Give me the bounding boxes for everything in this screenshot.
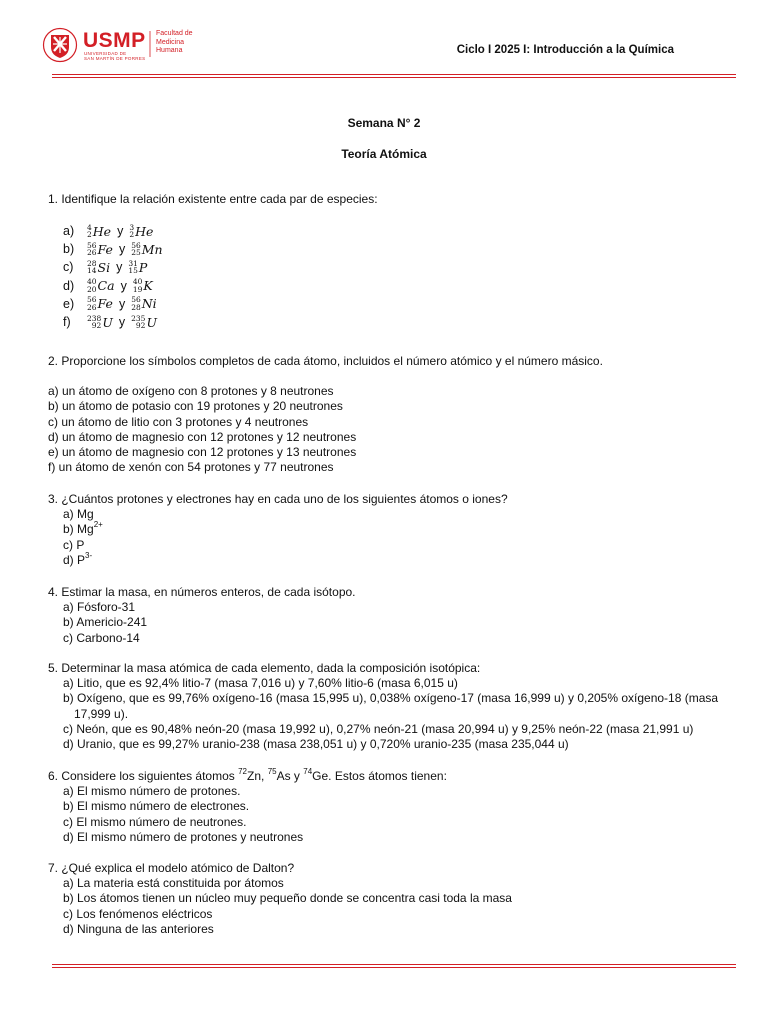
pair-label: d) — [63, 278, 75, 293]
question-6-item: b) El mismo número de electrones. — [63, 799, 250, 814]
question-2-item: f) un átomo de xenón con 54 protones y 77 neutrones — [48, 460, 334, 475]
pair-label: b) — [63, 242, 75, 257]
question-6-item: a) El mismo número de protones. — [63, 784, 241, 799]
mass-number: 28 — [87, 258, 97, 268]
element-symbol: He — [92, 223, 112, 239]
nuclide-numbers — [87, 296, 97, 311]
nuclide-pair-row — [63, 295, 163, 313]
question-5-item-b-cont: 17,999 u). — [74, 706, 129, 721]
faculty-line1: Facultad de — [156, 30, 193, 37]
nuclide-symbol — [87, 278, 115, 293]
footer-rule-1 — [52, 964, 736, 965]
atomic-number: 28 — [131, 302, 141, 312]
faculty-line3: Humana — [156, 47, 183, 54]
mass-number: 56 — [131, 295, 141, 305]
atomic-number: 2 — [129, 230, 135, 240]
nuclide-numbers — [87, 278, 97, 293]
brand-name: USMP — [83, 29, 146, 52]
element-symbol: He — [135, 223, 154, 239]
atomic-number: 26 — [87, 248, 97, 258]
question-2-text: 2. Proporcione los símbolos completos de cada átomo, incluidos el número atómico y el número másico. — [48, 354, 603, 368]
atomic-number: 14 — [87, 266, 97, 276]
question-7-item: b) Los átomos tienen un núcleo muy pequeño donde se concentra casi toda la masa — [63, 891, 512, 906]
pair-joiner: y — [118, 296, 126, 311]
element-symbol: Ni — [141, 296, 157, 312]
nuclide-symbol — [129, 224, 153, 239]
nuclide-numbers — [87, 242, 97, 257]
atomic-number: 25 — [131, 248, 141, 258]
mass-number: 31 — [128, 258, 138, 268]
pair-label: f) — [63, 315, 71, 330]
nuclide-numbers — [129, 224, 134, 239]
pair-label: c) — [63, 260, 74, 275]
question-5-item-a: a) Litio, que es 92,4% litio-7 (masa 7,016 u) y 7,60% litio-6 (masa 6,015 u) — [63, 676, 458, 691]
element-symbol: U — [102, 314, 113, 330]
nuclide-pair-row — [63, 258, 163, 276]
brand-sub-line2: SAN MARTÍN DE PORRES — [84, 56, 146, 61]
pair-joiner: y — [117, 224, 124, 239]
question-3-item-b: b) $Mg^{2+}$ — [63, 520, 103, 537]
nuclide-pair-row — [63, 222, 163, 240]
question-3-item-a: a) Mg — [63, 507, 94, 522]
mass-number: 56 — [87, 240, 97, 250]
mass-number: 4 — [87, 222, 92, 232]
nuclide-numbers — [131, 296, 141, 311]
mass-number: 40 — [132, 277, 143, 287]
atomic-number: 26 — [87, 302, 97, 312]
question-5-item-b: b) Oxígeno, que es 99,76% oxígeno-16 (masa 15,995 u), 0,038% oxígeno-17 (masa 16,999 u) y 0,205% oxígeno-18 (masa — [63, 691, 719, 706]
question-5-item-c: c) Neón, que es 90,48% neón-20 (masa 19,992 u), 0,27% neón-21 (masa 20,994 u) y 9,25% neón-22 (masa 21,991 u) — [63, 721, 694, 736]
faculty-line2: Medicina — [156, 38, 185, 46]
mass-number: 56 — [87, 295, 97, 305]
question-5-item-d: d) Uranio, que es 99,27% uranio-238 (masa 238,051 u) y 0,720% uranio-235 (masa 235,044 u) — [63, 737, 569, 752]
question-7-item: d) Ninguna de las anteriores — [63, 921, 214, 936]
nuclide-symbol — [87, 224, 111, 239]
question-7-text: 7. ¿Qué explica el modelo atómico de Dalton? — [48, 861, 295, 875]
element-symbol: Si — [97, 259, 111, 275]
nuclide-symbol — [87, 315, 113, 330]
question-3-item-c: c) P — [63, 537, 85, 552]
mass-number: 238 — [87, 313, 102, 323]
question-6-item: d) El mismo número de protones y neutrones — [63, 829, 304, 844]
atomic-number: 15 — [128, 266, 138, 276]
atomic-number: 2 — [87, 230, 92, 240]
element-symbol: Fe — [97, 296, 113, 312]
question-4-item: a) Fósforo-31 — [63, 600, 136, 615]
mass-number: 40 — [87, 277, 97, 287]
atomic-number: 20 — [87, 284, 97, 294]
course-title: Ciclo I 2025 I: Introducción a la Química — [456, 44, 674, 56]
nuclide-symbol — [87, 260, 110, 275]
nuclide-symbol — [131, 242, 162, 257]
mass-number: 235 — [131, 313, 146, 323]
question-1-text: 1. Identifique la relación existente entre cada par de especies: — [48, 192, 378, 206]
pair-joiner: y — [118, 315, 126, 330]
nuclide-pairs-list — [63, 222, 163, 331]
pair-joiner: y — [116, 260, 123, 275]
brand-sub-line1: UNIVERSIDAD DE — [84, 51, 127, 56]
question-7-item: a) La materia está constituida por átomos — [63, 876, 284, 891]
pair-label: e) — [63, 296, 75, 311]
week-title: Semana N° 2 — [347, 116, 421, 130]
question-6-item: c) El mismo número de neutrones. — [63, 814, 247, 829]
nuclide-numbers — [87, 260, 97, 275]
pair-joiner: y — [118, 242, 126, 257]
pair-label: a) — [63, 224, 75, 239]
question-4-item: b) Americio-241 — [63, 615, 148, 630]
nuclide-pair-row — [63, 313, 163, 331]
element-symbol: K — [143, 278, 153, 294]
footer-rule-2 — [52, 967, 736, 968]
question-7 — [48, 861, 728, 937]
brand-subtitle — [84, 51, 145, 61]
nuclide-numbers — [87, 315, 101, 330]
question-6 — [48, 769, 728, 845]
question-5 — [48, 661, 728, 752]
nuclide-symbol — [128, 260, 147, 275]
faculty-name — [156, 30, 193, 56]
question-5-text: 5. Determinar la masa atómica de cada elemento, dada la composición isotópica: — [48, 661, 481, 675]
nuclide-numbers — [131, 242, 141, 257]
nuclide-pair-row — [63, 277, 163, 295]
pair-joiner: y — [120, 278, 127, 293]
question-3-item-d: d) $P^{3-}$ — [63, 550, 93, 567]
nuclide-symbol — [87, 242, 113, 257]
nuclide-symbol — [133, 278, 153, 293]
nuclide-numbers — [128, 260, 138, 275]
mass-number: 3 — [129, 222, 135, 232]
element-symbol: Fe — [97, 241, 113, 257]
question-3 — [48, 492, 728, 568]
question-2-item: e) un átomo de magnesio con 12 protones y 13 neutrones — [48, 445, 357, 460]
nuclide-symbol — [87, 296, 113, 311]
atomic-number: 19 — [132, 284, 143, 294]
nuclide-symbol — [131, 296, 156, 311]
header-rule-2 — [52, 77, 736, 78]
question-3-text: 3. ¿Cuántos protones y electrones hay en cada uno de los siguientes átomos o iones? — [48, 492, 508, 506]
question-2-item: c) un átomo de litio con 3 protones y 4 neutrones — [48, 414, 309, 429]
topic-title: Teoría Atómica — [341, 147, 427, 161]
nuclide-symbol — [131, 315, 157, 330]
question-2-item: a) un átomo de oxígeno con 8 protones y 8 neutrones — [48, 384, 334, 399]
element-symbol: U — [146, 314, 157, 330]
usmp-logo — [42, 27, 212, 63]
nuclide-numbers — [131, 315, 145, 330]
mass-number: 56 — [131, 240, 141, 250]
nuclide-numbers — [133, 278, 143, 293]
question-4-item: c) Carbono-14 — [63, 630, 140, 645]
question-2-item: d) un átomo de magnesio con 12 protones y 12 neutrones — [48, 429, 357, 444]
element-symbol: P — [138, 259, 148, 275]
atomic-number: 92 — [91, 321, 102, 331]
element-symbol: Mn — [141, 241, 163, 257]
question-2 — [48, 354, 728, 475]
question-7-item: c) Los fenómenos eléctricos — [63, 906, 213, 921]
nuclide-pair-row — [63, 240, 163, 258]
question-4-text: 4. Estimar la masa, en números enteros, de cada isótopo. — [48, 585, 356, 599]
atomic-number: 92 — [135, 321, 146, 331]
question-6-text: 6. Considere los siguientes átomos $^{72}$Zn, $^{75}$As y $^{74}$Ge. Estos átomos tienen: — [48, 767, 447, 783]
nuclide-numbers — [87, 224, 92, 239]
header-rule-1 — [52, 74, 736, 75]
question-2-item: b) un átomo de potasio con 19 protones y 20 neutrones — [48, 399, 343, 414]
element-symbol: Ca — [97, 278, 115, 294]
question-4 — [48, 585, 728, 646]
